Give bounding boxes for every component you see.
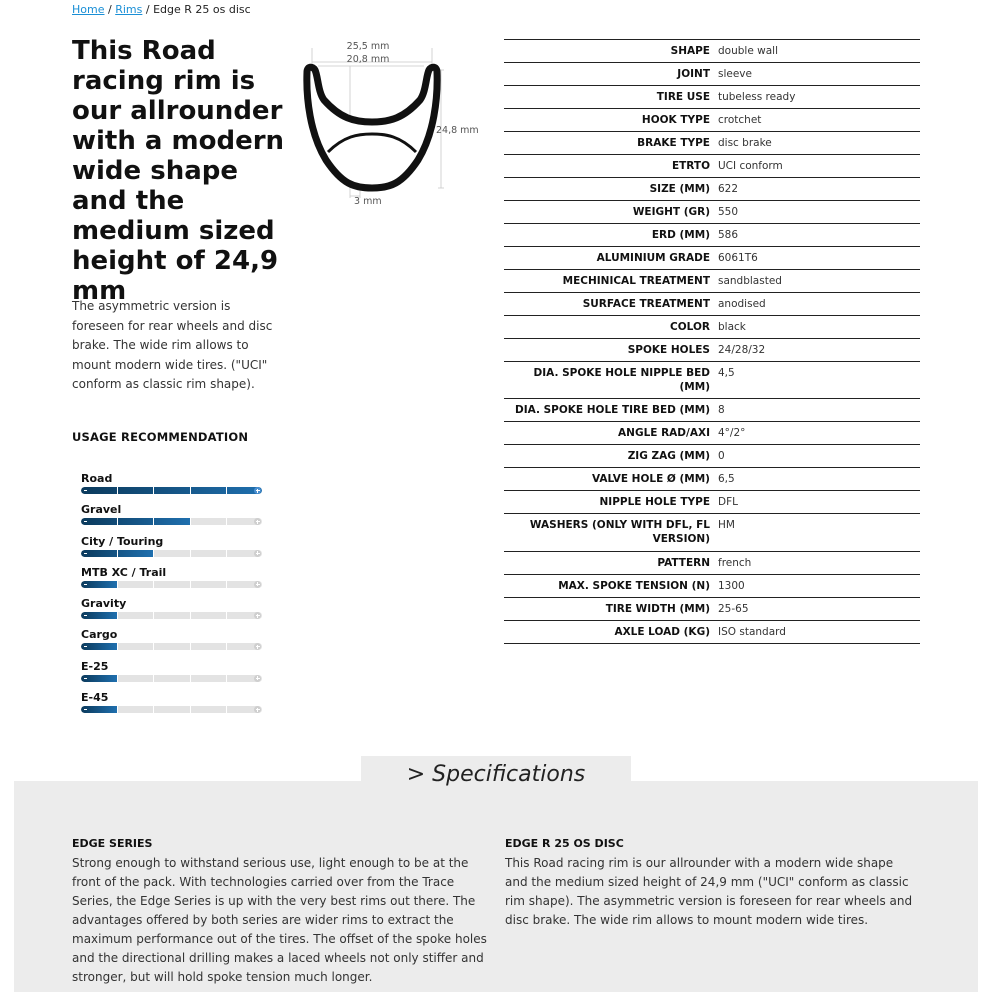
rim-outer-width-label: 25,5 mm xyxy=(346,41,390,52)
spec-row xyxy=(504,491,920,514)
usage-label: Cargo xyxy=(81,628,118,642)
page-title: This Road racing rim is our allrounder with a modern wide shape and the medium sized height of 24,9 mm xyxy=(72,36,285,306)
spec-key: VALVE HOLE Ø (MM) xyxy=(591,473,710,485)
spec-value: 586 xyxy=(718,229,739,241)
spec-key: ZIG ZAG (MM) xyxy=(627,450,710,462)
specifications-tab[interactable]: > Specifications xyxy=(361,756,631,788)
plus-icon xyxy=(254,581,261,588)
spec-row xyxy=(504,621,920,644)
usage-label: Gravel xyxy=(81,503,122,517)
spec-key: SIZE (MM) xyxy=(649,183,710,195)
usage-row xyxy=(81,472,263,503)
intro-text: The asymmetric version is foreseen for rear wheels and disc brake. The wide rim allows to mount modern wide tires. ("UCI" conform as classic rim shape). xyxy=(72,299,273,391)
spec-row xyxy=(504,109,920,132)
spec-key: AXLE LOAD (KG) xyxy=(614,626,710,638)
spec-table xyxy=(504,39,920,644)
spec-value: 8 xyxy=(718,404,725,416)
spec-key: NIPPLE HOLE TYPE xyxy=(599,496,710,508)
spec-key: TIRE USE xyxy=(656,91,710,103)
spec-value: tubeless ready xyxy=(718,91,796,103)
spec-key: PATTERN xyxy=(657,557,710,569)
spec-value: 6061T6 xyxy=(718,252,758,264)
usage-label: MTB XC / Trail xyxy=(81,565,167,579)
series-title: EDGE SERIES xyxy=(72,837,153,850)
spec-key: SURFACE TREATMENT xyxy=(582,298,710,310)
plus-icon xyxy=(254,550,261,557)
usage-row xyxy=(81,628,263,659)
usage-row xyxy=(81,660,263,691)
spec-row xyxy=(504,178,920,201)
spec-key: ETRTO xyxy=(671,160,710,172)
spec-key: HOOK TYPE xyxy=(641,114,710,126)
usage-row xyxy=(81,597,263,628)
breadcrumb xyxy=(72,3,251,16)
spec-row xyxy=(504,40,920,63)
spec-value: anodised xyxy=(718,298,766,310)
spec-key: DIA. SPOKE HOLE TIRE BED (MM) xyxy=(515,404,710,416)
spec-row xyxy=(504,201,920,224)
usage-level-bar xyxy=(81,581,262,588)
spec-row xyxy=(504,224,920,247)
spec-key: MAX. SPOKE TENSION (N) xyxy=(558,580,710,592)
usage-recommendation-title: USAGE RECOMMENDATION xyxy=(72,430,249,444)
spec-value: 24/28/32 xyxy=(718,344,766,356)
spec-value: HM xyxy=(718,519,735,531)
spec-value: DFL xyxy=(718,496,738,508)
spec-value: double wall xyxy=(718,45,778,57)
spec-row xyxy=(504,362,920,399)
spec-row xyxy=(504,445,920,468)
usage-label: E-25 xyxy=(81,659,109,673)
rim-height-label: 24,8 mm xyxy=(436,125,479,136)
spec-key: ERD (MM) xyxy=(651,229,710,241)
spec-key: ALUMINIUM GRADE xyxy=(596,252,710,264)
usage-label: E-45 xyxy=(81,691,109,705)
minus-icon xyxy=(84,646,87,647)
spec-value: 1300 xyxy=(718,580,745,592)
spec-key: SHAPE xyxy=(670,45,710,57)
spec-key: SPOKE HOLES xyxy=(627,344,710,356)
spec-value: sandblasted xyxy=(718,275,782,287)
minus-icon xyxy=(84,678,87,679)
usage-row xyxy=(81,535,263,566)
usage-level-bar xyxy=(81,706,262,713)
minus-icon xyxy=(84,709,87,710)
product-description: This Road racing rim is our allrounder with a modern wide shape and the medium sized height of 24,9 mm ("UCI" conform as classic rim shape). The asymmetric version is foreseen for rear wheels and disc brake. The wide rim allows to mount modern wide tires. xyxy=(505,856,913,927)
spec-row xyxy=(504,155,920,178)
minus-icon xyxy=(84,521,87,522)
usage-label: City / Touring xyxy=(81,534,164,548)
usage-level-bar xyxy=(81,612,262,619)
spec-value: 6,5 xyxy=(718,473,735,485)
breadcrumb-separator: / xyxy=(107,3,112,16)
usage-level-bar xyxy=(81,675,262,682)
minus-icon xyxy=(84,553,87,554)
spec-key: COLOR xyxy=(670,321,710,333)
spec-row xyxy=(504,552,920,575)
spec-key: DIA. SPOKE HOLE NIPPLE BED (MM) xyxy=(533,367,710,393)
spec-value: 550 xyxy=(718,206,739,218)
breadcrumb-current: Edge R 25 os disc xyxy=(153,3,251,16)
spec-row xyxy=(504,339,920,362)
spec-row xyxy=(504,316,920,339)
spec-row xyxy=(504,514,920,552)
spec-row xyxy=(504,63,920,86)
spec-value: sleeve xyxy=(718,68,752,80)
product-title: EDGE R 25 OS DISC xyxy=(505,837,624,850)
breadcrumb-separator: / xyxy=(145,3,150,16)
usage-level-bar xyxy=(81,550,262,557)
series-description: Strong enough to withstand serious use, light enough to be at the front of the pack. With technologies carried over from the Trace Series, the Edge Series is up with the very best rims out there. The advantages offered by both series are wider rims to extract the maximum performance out of the tires. The offset of the spoke holes and the directional drilling makes a laced wheels not only stiffer and stronger, but will hold spoke tension much longer. xyxy=(72,856,487,984)
spec-row xyxy=(504,132,920,155)
spec-key: JOINT xyxy=(677,68,710,80)
breadcrumb-home-link[interactable]: Home xyxy=(72,3,105,16)
spec-key: MECHINICAL TREATMENT xyxy=(562,275,710,287)
usage-label: Gravity xyxy=(81,597,127,611)
spec-row xyxy=(504,575,920,598)
spec-key: WASHERS (ONLY WITH DFL, FL VERSION) xyxy=(529,519,710,545)
spec-key: TIRE WIDTH (MM) xyxy=(605,603,710,615)
spec-value: 622 xyxy=(718,183,739,195)
spec-value: 25-65 xyxy=(718,603,749,615)
rim-profile-diagram xyxy=(298,38,488,210)
spec-value: disc brake xyxy=(718,137,772,149)
usage-row xyxy=(81,691,263,722)
spec-value: 4,5 xyxy=(718,367,735,379)
spec-key: WEIGHT (GR) xyxy=(632,206,710,218)
breadcrumb-rims-link[interactable]: Rims xyxy=(115,3,143,16)
usage-level-bar xyxy=(81,487,262,494)
spec-value: 4°/2° xyxy=(718,427,746,439)
spec-value: crotchet xyxy=(718,114,762,126)
usage-row xyxy=(81,503,263,534)
spec-row xyxy=(504,293,920,316)
rim-inner-width-label: 20,8 mm xyxy=(346,54,390,65)
spec-value: UCI conform xyxy=(718,160,783,172)
usage-label: Road xyxy=(81,472,113,485)
usage-level-bar xyxy=(81,643,262,650)
usage-row xyxy=(81,566,263,597)
minus-icon xyxy=(84,584,87,585)
spec-row xyxy=(504,247,920,270)
plus-icon xyxy=(254,487,261,494)
spec-row xyxy=(504,270,920,293)
minus-icon xyxy=(84,615,87,616)
spec-value: black xyxy=(718,321,746,333)
spec-key: BRAKE TYPE xyxy=(637,137,710,149)
spec-row xyxy=(504,598,920,621)
usage-level-bar xyxy=(81,518,262,525)
spec-key: ANGLE RAD/AXI xyxy=(618,427,710,439)
spec-row xyxy=(504,468,920,491)
minus-icon xyxy=(84,490,87,491)
rim-base-label: 3 mm xyxy=(354,196,382,207)
spec-row xyxy=(504,422,920,445)
plus-icon xyxy=(254,675,261,682)
spec-value: french xyxy=(718,557,752,569)
spec-row xyxy=(504,399,920,422)
spec-value: ISO standard xyxy=(718,626,786,638)
spec-value: 0 xyxy=(718,450,725,462)
usage-recommendation-list xyxy=(81,472,263,722)
spec-row xyxy=(504,86,920,109)
